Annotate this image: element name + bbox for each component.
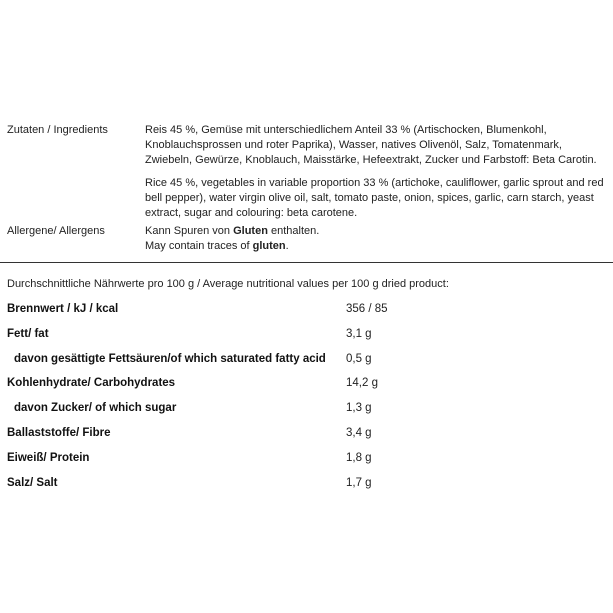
nutrition-row-salt: [0, 477, 613, 493]
nutrition-value: 1,3 g: [346, 402, 372, 414]
nutrition-value: 356 / 85: [346, 303, 388, 315]
ingredients-german: Reis 45 %, Gemüse mit unterschiedlichem Anteil 33 % (Artischocken, Blumenkohl, Knoblauchsprossen und roter Paprika), Wasser, natives Olivenöl, Salz, Tomatenmark, Zwiebeln, Gewürze, Knoblauch, Maisstärke, Hefeextrakt, Zucker und Farbstoff: Beta Carotin.: [145, 124, 597, 166]
nutrition-name: Fett/ fat: [7, 328, 49, 340]
nutrition-row-fibre: [0, 427, 613, 443]
gluten-bold-en: gluten: [252, 240, 286, 252]
allergens-english: May contain traces of gluten.: [145, 240, 289, 252]
nutrition-row-protein: [0, 452, 613, 468]
nutrition-name: Brennwert / kJ / kcal: [7, 303, 119, 315]
nutrition-value: 0,5 g: [346, 353, 372, 365]
nutrition-row-sugar: [0, 402, 613, 418]
nutrition-name: davon gesättigte Fettsäuren/of which saturated fatty acid: [14, 353, 326, 365]
ingredients-english: Rice 45 %, vegetables in variable proportion 33 % (artichoke, cauliflower, garlic sprout and red bell pepper), water virgin olive oil, salt, tomato paste, onion, spices, garlic, carn starch, yeast extract, sugar and colouring: beta carotene.: [145, 177, 604, 219]
nutrition-value: 3,1 g: [346, 328, 372, 340]
ingredients-label: Zutaten / Ingredients: [7, 124, 108, 136]
nutrition-heading: Durchschnittliche Nährwerte pro 100 g / Average nutritional values per 100 g dried product:: [7, 278, 449, 290]
section-divider: [0, 262, 613, 263]
nutrition-name: Ballaststoffe/ Fibre: [7, 427, 111, 439]
ingredients-text: [145, 123, 605, 221]
nutrition-name: davon Zucker/ of which sugar: [14, 402, 177, 414]
nutrition-value: 14,2 g: [346, 377, 378, 389]
nutrition-value: 1,8 g: [346, 452, 372, 464]
nutrition-name: Eiweiß/ Protein: [7, 452, 90, 464]
nutrition-name: Salz/ Salt: [7, 477, 58, 489]
allergens-text: [145, 224, 605, 254]
allergens-label: Allergene/ Allergens: [7, 225, 105, 237]
nutrition-value: 3,4 g: [346, 427, 372, 439]
gluten-bold-de: Gluten: [233, 225, 268, 237]
nutrition-row-energy: [0, 303, 613, 319]
nutrition-value: 1,7 g: [346, 477, 372, 489]
nutrition-row-carbohydrates: [0, 377, 613, 393]
nutrition-row-saturated-fat: [0, 353, 613, 369]
allergens-german: Kann Spuren von Gluten enthalten.: [145, 225, 320, 237]
nutrition-name: Kohlenhydrate/ Carbohydrates: [7, 377, 176, 389]
nutrition-row-fat: [0, 328, 613, 344]
